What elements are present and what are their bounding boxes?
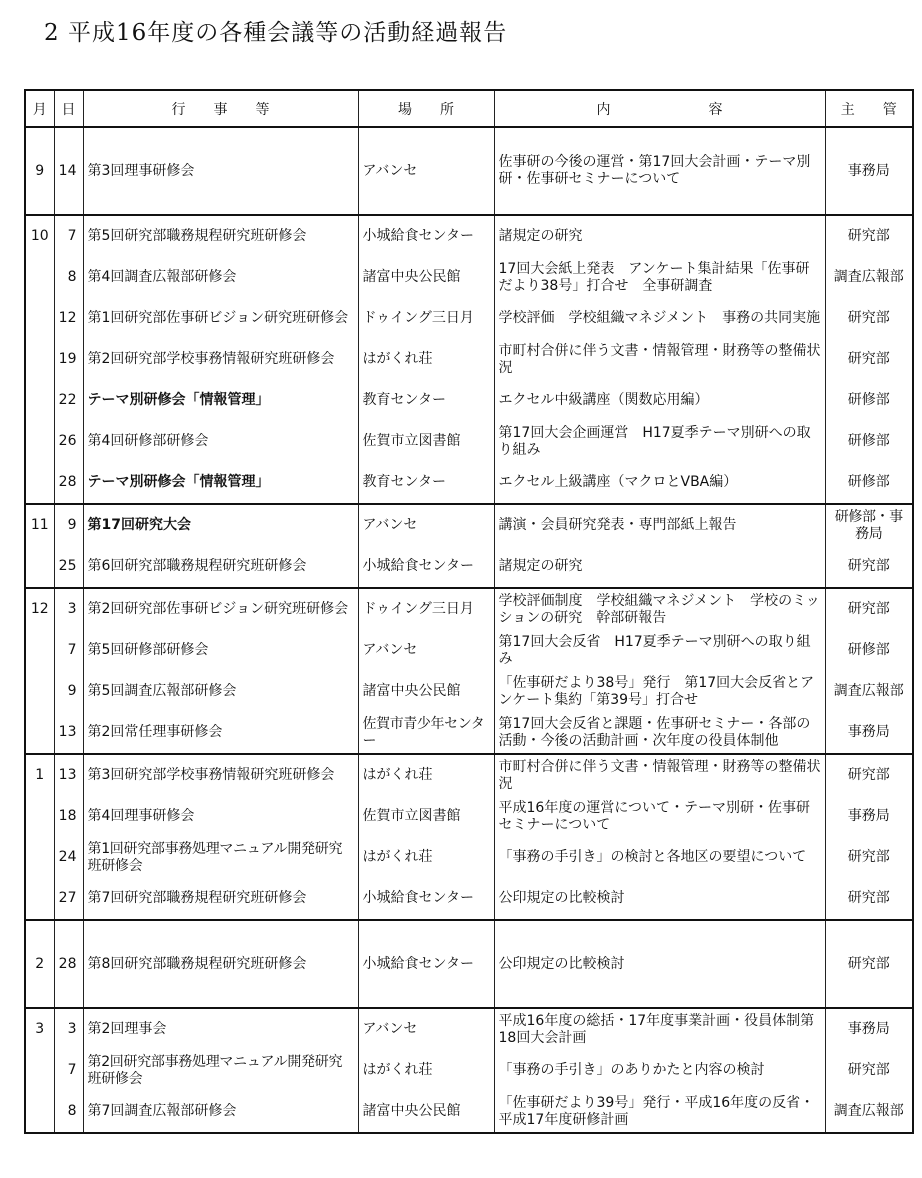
content-cell: 17回大会紙上発表 アンケート集計結果「佐事研だより38号」打合せ 全事研調査 [494, 257, 825, 298]
day-cell: 12 [54, 298, 83, 339]
organizer-cell: 研究部 [825, 754, 913, 796]
month-cell: 3 [25, 1008, 54, 1050]
table-row [25, 421, 913, 462]
month-cell [25, 257, 54, 298]
month-cell [25, 712, 54, 754]
event-cell: 第4回研修部研修会 [83, 421, 358, 462]
content-cell: 佐事研の今後の運営・第17回大会計画・テーマ別研・佐事研セミナーについて [494, 127, 825, 215]
event-cell: 第2回研究部事務処理マニュアル開発研究班研修会 [83, 1050, 358, 1091]
day-cell: 9 [54, 671, 83, 712]
activity-report-table [24, 89, 914, 1134]
month-cell [25, 671, 54, 712]
header-row [25, 90, 913, 127]
content-cell: 公印規定の比較検討 [494, 920, 825, 1008]
month-cell [25, 298, 54, 339]
day-cell: 18 [54, 796, 83, 837]
place-cell: はがくれ荘 [358, 1050, 494, 1091]
month-cell [25, 1050, 54, 1091]
event-cell: 第3回理事研修会 [83, 127, 358, 215]
content-cell: 第17回大会反省と課題・佐事研セミナー・各部の活動・今後の活動計画・次年度の役員体制他 [494, 712, 825, 754]
table-row [25, 546, 913, 588]
table-row [25, 796, 913, 837]
place-cell: 教育センター [358, 380, 494, 421]
place-cell: 佐賀市立図書館 [358, 421, 494, 462]
event-cell: 第5回研修部研修会 [83, 630, 358, 671]
event-cell: 第3回研究部学校事務情報研究班研修会 [83, 754, 358, 796]
content-cell: 「事務の手引き」の検討と各地区の要望について [494, 837, 825, 878]
day-cell: 3 [54, 588, 83, 630]
table-body [25, 127, 913, 1133]
header-month: 月 [25, 90, 54, 127]
event-cell: 第17回研究大会 [83, 504, 358, 546]
content-cell: 「佐事研だより38号」発行 第17回大会反省とアンケート集約「第39号」打合せ [494, 671, 825, 712]
content-cell: エクセル中級講座（関数応用編） [494, 380, 825, 421]
place-cell: アバンセ [358, 630, 494, 671]
table-row [25, 504, 913, 546]
place-cell: 教育センター [358, 462, 494, 504]
table-row [25, 1008, 913, 1050]
month-cell: 9 [25, 127, 54, 215]
content-cell: 市町村合併に伴う文書・情報管理・財務等の整備状況 [494, 339, 825, 380]
header-organizer: 主 管 [825, 90, 913, 127]
place-cell: はがくれ荘 [358, 339, 494, 380]
place-cell: 諸富中央公民館 [358, 671, 494, 712]
table-row [25, 257, 913, 298]
day-cell: 14 [54, 127, 83, 215]
content-cell: 市町村合併に伴う文書・情報管理・財務等の整備状況 [494, 754, 825, 796]
content-cell: 諸規定の研究 [494, 546, 825, 588]
place-cell: 小城給食センター [358, 920, 494, 1008]
content-cell: 平成16年度の運営について・テーマ別研・佐事研セミナーについて [494, 796, 825, 837]
day-cell: 25 [54, 546, 83, 588]
content-cell: 「佐事研だより39号」発行・平成16年度の反省・平成17年度研修計画 [494, 1091, 825, 1133]
header-place: 場 所 [358, 90, 494, 127]
content-cell: 学校評価 学校組織マネジメント 事務の共同実施 [494, 298, 825, 339]
month-cell [25, 462, 54, 504]
event-cell: 第2回常任理事研修会 [83, 712, 358, 754]
organizer-cell: 調査広報部 [825, 671, 913, 712]
event-cell: 第8回研究部職務規程研究班研修会 [83, 920, 358, 1008]
month-cell [25, 546, 54, 588]
organizer-cell: 研究部 [825, 215, 913, 257]
organizer-cell: 研究部 [825, 1050, 913, 1091]
organizer-cell: 研究部 [825, 588, 913, 630]
table-row [25, 878, 913, 920]
place-cell: アバンセ [358, 1008, 494, 1050]
month-cell [25, 421, 54, 462]
event-cell: 第4回理事研修会 [83, 796, 358, 837]
event-cell: 第7回調査広報部研修会 [83, 1091, 358, 1133]
day-cell: 8 [54, 1091, 83, 1133]
day-cell: 13 [54, 754, 83, 796]
organizer-cell: 研究部 [825, 339, 913, 380]
content-cell: 学校評価制度 学校組織マネジメント 学校のミッションの研究 幹部研報告 [494, 588, 825, 630]
content-cell: 公印規定の比較検討 [494, 878, 825, 920]
day-cell: 26 [54, 421, 83, 462]
month-cell: 1 [25, 754, 54, 796]
month-cell: 2 [25, 920, 54, 1008]
place-cell: アバンセ [358, 127, 494, 215]
place-cell: ドゥイング三日月 [358, 298, 494, 339]
organizer-cell: 事務局 [825, 796, 913, 837]
place-cell: はがくれ荘 [358, 837, 494, 878]
event-cell: 第5回調査広報部研修会 [83, 671, 358, 712]
event-cell: 第6回研究部職務規程研究班研修会 [83, 546, 358, 588]
table-row [25, 630, 913, 671]
place-cell: 諸富中央公民館 [358, 257, 494, 298]
organizer-cell: 研究部 [825, 920, 913, 1008]
content-cell: 平成16年度の総括・17年度事業計画・役員体制第18回大会計画 [494, 1008, 825, 1050]
place-cell: 諸富中央公民館 [358, 1091, 494, 1133]
place-cell: 佐賀市青少年センター [358, 712, 494, 754]
event-cell: 第1回研究部佐事研ビジョン研究班研修会 [83, 298, 358, 339]
place-cell: アバンセ [358, 504, 494, 546]
organizer-cell: 調査広報部 [825, 1091, 913, 1133]
table-row [25, 462, 913, 504]
event-cell: 第4回調査広報部研修会 [83, 257, 358, 298]
place-cell: 小城給食センター [358, 215, 494, 257]
table-row [25, 712, 913, 754]
day-cell: 27 [54, 878, 83, 920]
table-row [25, 1050, 913, 1091]
day-cell: 7 [54, 630, 83, 671]
organizer-cell: 事務局 [825, 712, 913, 754]
table-row [25, 754, 913, 796]
organizer-cell: 研修部 [825, 380, 913, 421]
content-cell: 諸規定の研究 [494, 215, 825, 257]
table-row [25, 837, 913, 878]
day-cell: 24 [54, 837, 83, 878]
content-cell: エクセル上級講座（マクロとVBA編） [494, 462, 825, 504]
organizer-cell: 研修部 [825, 630, 913, 671]
content-cell: 第17回大会企画運営 H17夏季テーマ別研への取り組み [494, 421, 825, 462]
place-cell: 小城給食センター [358, 546, 494, 588]
event-cell: 第7回研究部職務規程研究班研修会 [83, 878, 358, 920]
organizer-cell: 事務局 [825, 127, 913, 215]
month-cell [25, 1091, 54, 1133]
day-cell: 7 [54, 215, 83, 257]
event-cell: 第2回理事会 [83, 1008, 358, 1050]
month-cell: 10 [25, 215, 54, 257]
organizer-cell: 調査広報部 [825, 257, 913, 298]
month-cell: 11 [25, 504, 54, 546]
table-row [25, 588, 913, 630]
table-row [25, 298, 913, 339]
day-cell: 22 [54, 380, 83, 421]
table-row [25, 127, 913, 215]
organizer-cell: 研修部 [825, 421, 913, 462]
day-cell: 13 [54, 712, 83, 754]
table-row [25, 671, 913, 712]
table-row [25, 380, 913, 421]
organizer-cell: 研究部 [825, 298, 913, 339]
event-cell: 第2回研究部佐事研ビジョン研究班研修会 [83, 588, 358, 630]
table-row [25, 339, 913, 380]
table-row [25, 1091, 913, 1133]
month-cell [25, 339, 54, 380]
content-cell: 講演・会員研究発表・専門部紙上報告 [494, 504, 825, 546]
event-cell: 第5回研究部職務規程研究班研修会 [83, 215, 358, 257]
page-title: 2 平成16年度の各種会議等の活動経過報告 [44, 20, 508, 46]
header-event: 行 事 等 [83, 90, 358, 127]
month-cell [25, 878, 54, 920]
table-row [25, 920, 913, 1008]
month-cell: 12 [25, 588, 54, 630]
month-cell [25, 837, 54, 878]
header-content: 内 容 [494, 90, 825, 127]
event-cell: テーマ別研修会「情報管理」 [83, 380, 358, 421]
day-cell: 3 [54, 1008, 83, 1050]
organizer-cell: 研修部 [825, 462, 913, 504]
place-cell: はがくれ荘 [358, 754, 494, 796]
month-cell [25, 630, 54, 671]
event-cell: テーマ別研修会「情報管理」 [83, 462, 358, 504]
month-cell [25, 380, 54, 421]
content-cell: 「事務の手引き」のありかたと内容の検討 [494, 1050, 825, 1091]
day-cell: 9 [54, 504, 83, 546]
place-cell: ドゥイング三日月 [358, 588, 494, 630]
header-day: 日 [54, 90, 83, 127]
day-cell: 7 [54, 1050, 83, 1091]
place-cell: 小城給食センター [358, 878, 494, 920]
organizer-cell: 研究部 [825, 837, 913, 878]
organizer-cell: 研修部・事務局 [825, 504, 913, 546]
event-cell: 第1回研究部事務処理マニュアル開発研究班研修会 [83, 837, 358, 878]
table-row [25, 215, 913, 257]
event-cell: 第2回研究部学校事務情報研究班研修会 [83, 339, 358, 380]
day-cell: 28 [54, 462, 83, 504]
organizer-cell: 研究部 [825, 546, 913, 588]
organizer-cell: 研究部 [825, 878, 913, 920]
day-cell: 28 [54, 920, 83, 1008]
place-cell: 佐賀市立図書館 [358, 796, 494, 837]
content-cell: 第17回大会反省 H17夏季テーマ別研への取り組み [494, 630, 825, 671]
month-cell [25, 796, 54, 837]
day-cell: 8 [54, 257, 83, 298]
organizer-cell: 事務局 [825, 1008, 913, 1050]
day-cell: 19 [54, 339, 83, 380]
